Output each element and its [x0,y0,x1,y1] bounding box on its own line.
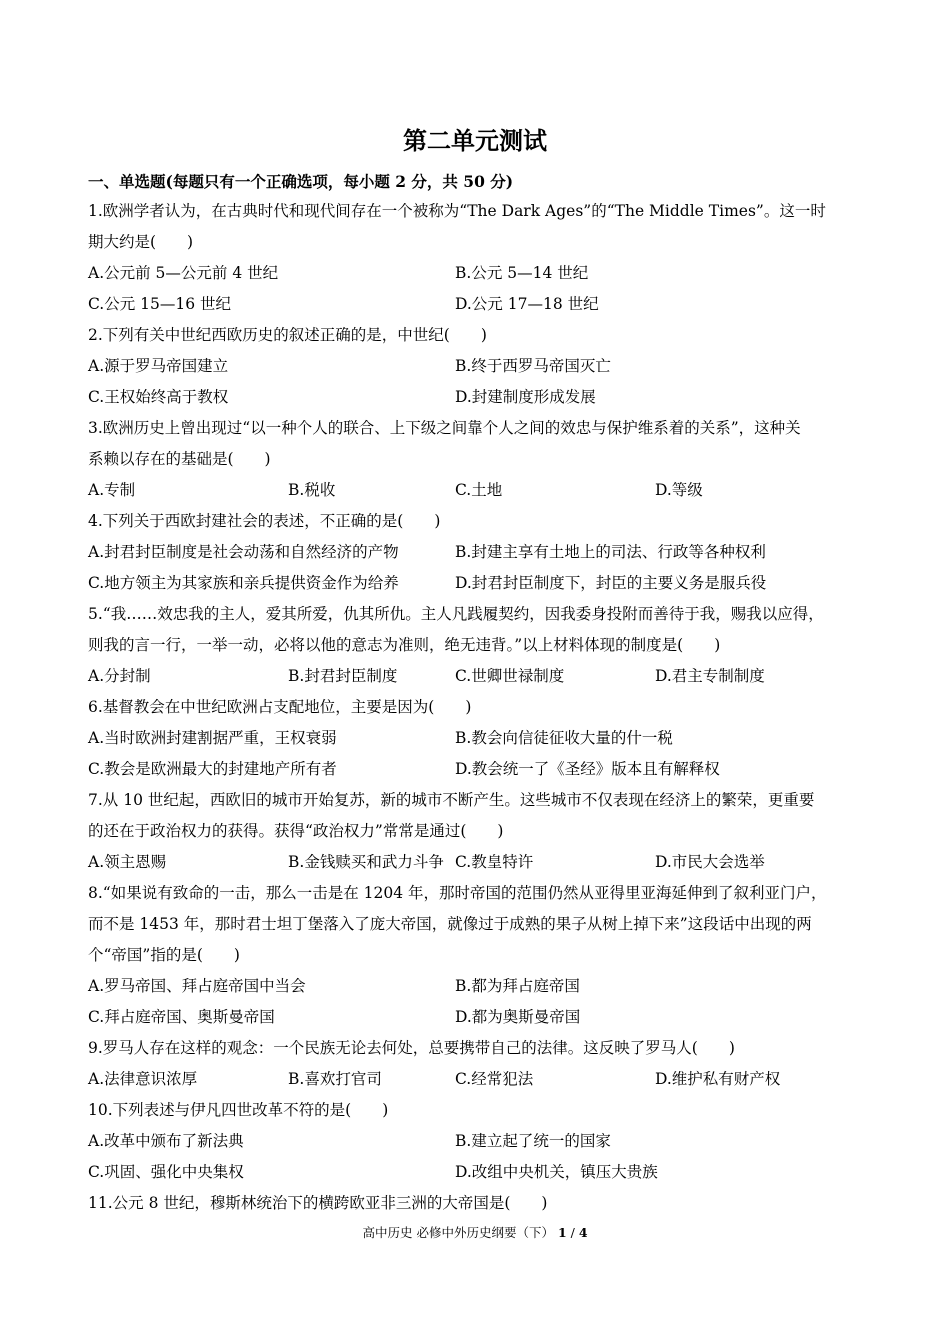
answer-option: C.教皇特许 [455,853,534,871]
answer-option: B.金钱赎买和武力斗争 [288,853,444,871]
answer-option: B.建立起了统一的国家 [455,1132,611,1150]
question-item [88,878,868,1033]
question-stem: 个“帝国”指的是( ) [88,946,240,964]
answer-option: D.封建制度形成发展 [455,388,596,406]
question-item [88,599,868,692]
question-stem: 期大约是( ) [88,233,194,251]
answer-option: A.当时欧洲封建割据严重，王权衰弱 [88,729,337,747]
answer-option: B.喜欢打官司 [288,1070,382,1088]
answer-option: D.封君封臣制度下，封臣的主要义务是服兵役 [455,574,767,592]
option-row [88,661,868,692]
question-item [88,1095,868,1188]
answer-option: C.拜占庭帝国、奥斯曼帝国 [88,1008,275,1026]
question-list [88,196,868,1219]
question-stem: 11.公元 8 世纪，穆斯林统治下的横跨欧亚非三洲的大帝国是( ) [88,1194,548,1212]
answer-option: B.封君封臣制度 [288,667,398,685]
question-item [88,506,868,599]
answer-option: D.都为奥斯曼帝国 [455,1008,581,1026]
option-row [88,1157,868,1188]
option-row [88,847,868,878]
answer-option: A.专制 [88,481,136,499]
answer-option: B.税收 [288,481,336,499]
option-row [88,475,868,506]
option-row [88,971,868,1002]
option-row [88,1064,868,1095]
answer-option: B.终于西罗马帝国灭亡 [455,357,611,375]
answer-option: A.公元前 5—公元前 4 世纪 [88,264,279,282]
question-stem: 则我的言一行，一举一动，必将以他的意志为准则，绝无违背。”以上材料体现的制度是( ) [88,636,721,654]
answer-option: B.封建主享有土地上的司法、行政等各种权利 [455,543,766,561]
question-stem: 的还在于政治权力的获得。获得“政治权力”常常是通过( ) [88,822,504,840]
answer-option: A.源于罗马帝国建立 [88,357,229,375]
answer-option: D.公元 17—18 世纪 [455,295,599,313]
page-total: 4 [578,1225,588,1240]
question-stem: 6.基督教会在中世纪欧洲占支配地位，主要是因为( ) [88,698,472,716]
answer-option: B.都为拜占庭帝国 [455,977,580,995]
question-stem: 4.下列关于西欧封建社会的表述，不正确的是( ) [88,512,441,530]
question-stem: 2.下列有关中世纪西欧历史的叙述正确的是，中世纪( ) [88,326,487,344]
question-stem: 系赖以存在的基础是( ) [88,450,271,468]
answer-option: C.巩固、强化中央集权 [88,1163,244,1181]
answer-option: C.地方领主为其家族和亲兵提供资金作为给养 [88,574,399,592]
question-stem: 10.下列表述与伊凡四世改革不符的是( ) [88,1101,389,1119]
question-item [88,692,868,785]
section-heading: 一、单选题(每题只有一个正确选项，每小题 2 分，共 50 分) [88,172,514,191]
answer-option: A.领主恩赐 [88,853,167,871]
answer-option: D.改组中央机关，镇压大贵族 [455,1163,658,1181]
question-stem: 7.从 10 世纪起，西欧旧的城市开始复苏，新的城市不断产生。这些城市不仅表现在经济上的繁荣，更重要 [88,791,815,809]
option-row [88,382,868,413]
answer-option: D.等级 [655,481,703,499]
question-stem: 1.欧洲学者认为，在古典时代和现代间存在一个被称为“The Dark Ages”的“The Middle Times”。这一时 [88,202,826,220]
question-stem: 而不是 1453 年，那时君士坦丁堡落入了庞大帝国，就像过于成熟的果子从树上掉下来”这段话中出现的两 [88,915,812,933]
option-row [88,351,868,382]
question-stem: 8.“如果说有致命的一击，那么一击是在 1204 年，那时帝国的范围仍然从亚得里亚海延伸到了叙利亚门户， [88,884,827,902]
question-item [88,1188,868,1219]
question-item [88,196,868,320]
answer-option: A.罗马帝国、拜占庭帝国中当会 [88,977,306,995]
page-separator: / [570,1225,575,1240]
answer-option: A.封君封臣制度是社会动荡和自然经济的产物 [88,543,399,561]
answer-option: A.改革中颁布了新法典 [88,1132,244,1150]
answer-option: C.土地 [455,481,503,499]
footer-course: 高中历史 必修中外历史纲要（下） [362,1225,554,1240]
answer-option: D.君主专制制度 [655,667,765,685]
option-row [88,537,868,568]
answer-option: C.经常犯法 [455,1070,534,1088]
answer-option: C.王权始终高于教权 [88,388,229,406]
answer-option: C.世卿世禄制度 [455,667,565,685]
page-title: 第二单元测试 [403,126,547,155]
page-footer [0,1222,950,1244]
question-stem: 3.欧洲历史上曾出现过“以一种个人的联合、上下级之间靠个人之间的效忠与保护维系着的关系”，这种关 [88,419,801,437]
option-row [88,258,868,289]
answer-option: A.法律意识浓厚 [88,1070,198,1088]
answer-option: C.教会是欧洲最大的封建地产所有者 [88,760,337,778]
question-item [88,1033,868,1095]
question-item [88,785,868,878]
option-row [88,754,868,785]
answer-option: A.分封制 [88,667,151,685]
option-row [88,1126,868,1157]
question-stem: 9.罗马人存在这样的观念：一个民族无论去何处，总要携带自己的法律。这反映了罗马人( ) [88,1039,735,1057]
option-row [88,289,868,320]
answer-option: D.维护私有财产权 [655,1070,781,1088]
answer-option: C.公元 15—16 世纪 [88,295,232,313]
option-row [88,723,868,754]
answer-option: B.教会向信徒征收大量的什一税 [455,729,673,747]
option-row [88,568,868,599]
option-row [88,1002,868,1033]
question-item [88,413,868,506]
answer-option: D.教会统一了《圣经》版本且有解释权 [455,760,720,778]
page-current: 1 [557,1225,567,1240]
answer-option: D.市民大会选举 [655,853,765,871]
question-item [88,320,868,413]
answer-option: B.公元 5—14 世纪 [455,264,589,282]
question-stem: 5.“我……效忠我的主人，爱其所爱，仇其所仇。主人凡践履契约，因我委身投附而善待于我，赐我以应得， [88,605,824,623]
